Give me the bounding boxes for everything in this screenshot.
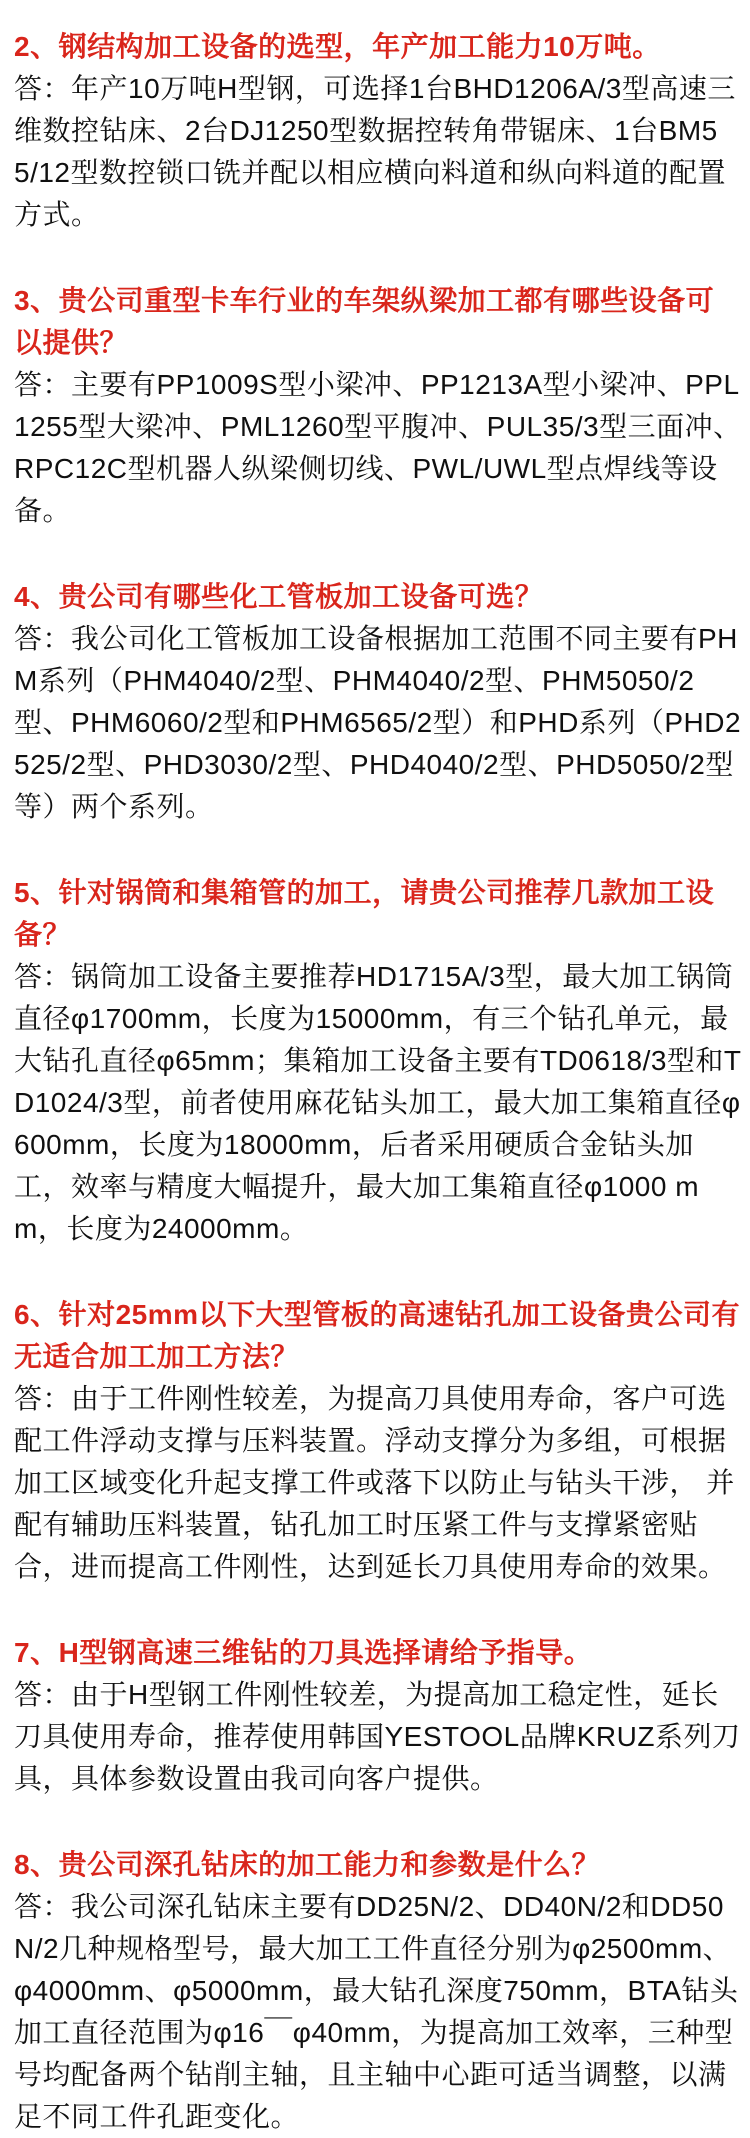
faq-section-4 [14, 576, 742, 828]
question-heading: 5、针对锅筒和集箱管的加工，请贵公司推荐几款加工设备？ [14, 877, 715, 950]
faq-section-3 [14, 280, 742, 532]
faq-section-7 [14, 1632, 742, 1800]
question-heading: 4、贵公司有哪些化工管板加工设备可选？ [14, 581, 544, 612]
answer-paragraph: 答：年产10万吨H型钢，可选择1台BHD1206A/3型高速三维数控钻床、2台DJ1250型数据控转角带锯床、1台BM55/12型数控锁口铣并配以相应横向料道和纵向料道的配置方式。 [14, 73, 736, 230]
answer-paragraph: 答：由于工件刚性较差，为提高刀具使用寿命，客户可选配工件浮动支撑与压料装置。浮动支撑分为多组，可根据加工区域变化升起支撑工件或落下以防止与钻头干涉， 并配有辅助压料装置，钻孔加工时压紧工件与支撑紧密贴合，进而提高工件刚性，达到延长刀具使用寿命的效果。 [14, 1383, 735, 1582]
faq-section-5 [14, 872, 742, 1250]
question-heading: 2、钢结构加工设备的选型，年产加工能力10万吨。 [14, 31, 661, 62]
answer-paragraph: 答：锅筒加工设备主要推荐HD1715A/3型，最大加工锅筒直径φ1700mm，长度为15000mm，有三个钻孔单元，最大钻孔直径φ65mm；集箱加工设备主要有TD0618/3型和TD1024/3型，前者使用麻花钻头加工，最大加工集箱直径φ600mm，长度为18000mm，后者采用硬质合金钻头加工，效率与精度大幅提升，最大加工集箱直径φ1000 mm，长度为24000mm。 [14, 961, 742, 1244]
answer-paragraph: 答：我公司深孔钻床主要有DD25N/2、DD40N/2和DD50N/2几种规格型号，最大加工工件直径分别为φ2500mm、φ4000mm、φ5000mm，最大钻孔深度750mm，BTA钻头加工直径范围为φ16￣φ40mm，为提高加工效率，三种型号均配备两个钻削主轴，且主轴中心距可适当调整，以满足不同工件孔距变化。 [14, 1891, 739, 2132]
question-heading: 7、H型钢高速三维钻的刀具选择请给予指导。 [14, 1637, 593, 1668]
question-heading: 6、针对25mm以下大型管板的高速钻孔加工设备贵公司有无适合加工加工方法？ [14, 1299, 741, 1372]
question-heading: 8、贵公司深孔钻床的加工能力和参数是什么？ [14, 1849, 601, 1880]
faq-section-8 [14, 1844, 742, 2138]
question-heading: 3、贵公司重型卡车行业的车架纵梁加工都有哪些设备可以提供？ [14, 285, 715, 358]
answer-paragraph: 答：主要有PP1009S型小梁冲、PP1213A型小梁冲、PPL1255型大梁冲、PML1260型平腹冲、PUL35/3型三面冲、RPC12C型机器人纵梁侧切线、PWL/UWL型点焊线等设备。 [14, 369, 742, 526]
faq-section-2 [14, 26, 742, 236]
answer-paragraph: 答：由于H型钢工件刚性较差，为提高加工稳定性，延长刀具使用寿命，推荐使用韩国YESTOOL品牌KRUZ系列刀具，具体参数设置由我司向客户提供。 [14, 1679, 741, 1794]
answer-paragraph: 答：我公司化工管板加工设备根据加工范围不同主要有PHM系列（PHM4040/2型、PHM4040/2型、PHM5050/2型、PHM6060/2型和PHM6565/2型）和PHD系列（PHD2525/2型、PHD3030/2型、PHD4040/2型、PHD5050/2型等）两个系列。 [14, 623, 742, 822]
faq-section-6 [14, 1294, 742, 1588]
